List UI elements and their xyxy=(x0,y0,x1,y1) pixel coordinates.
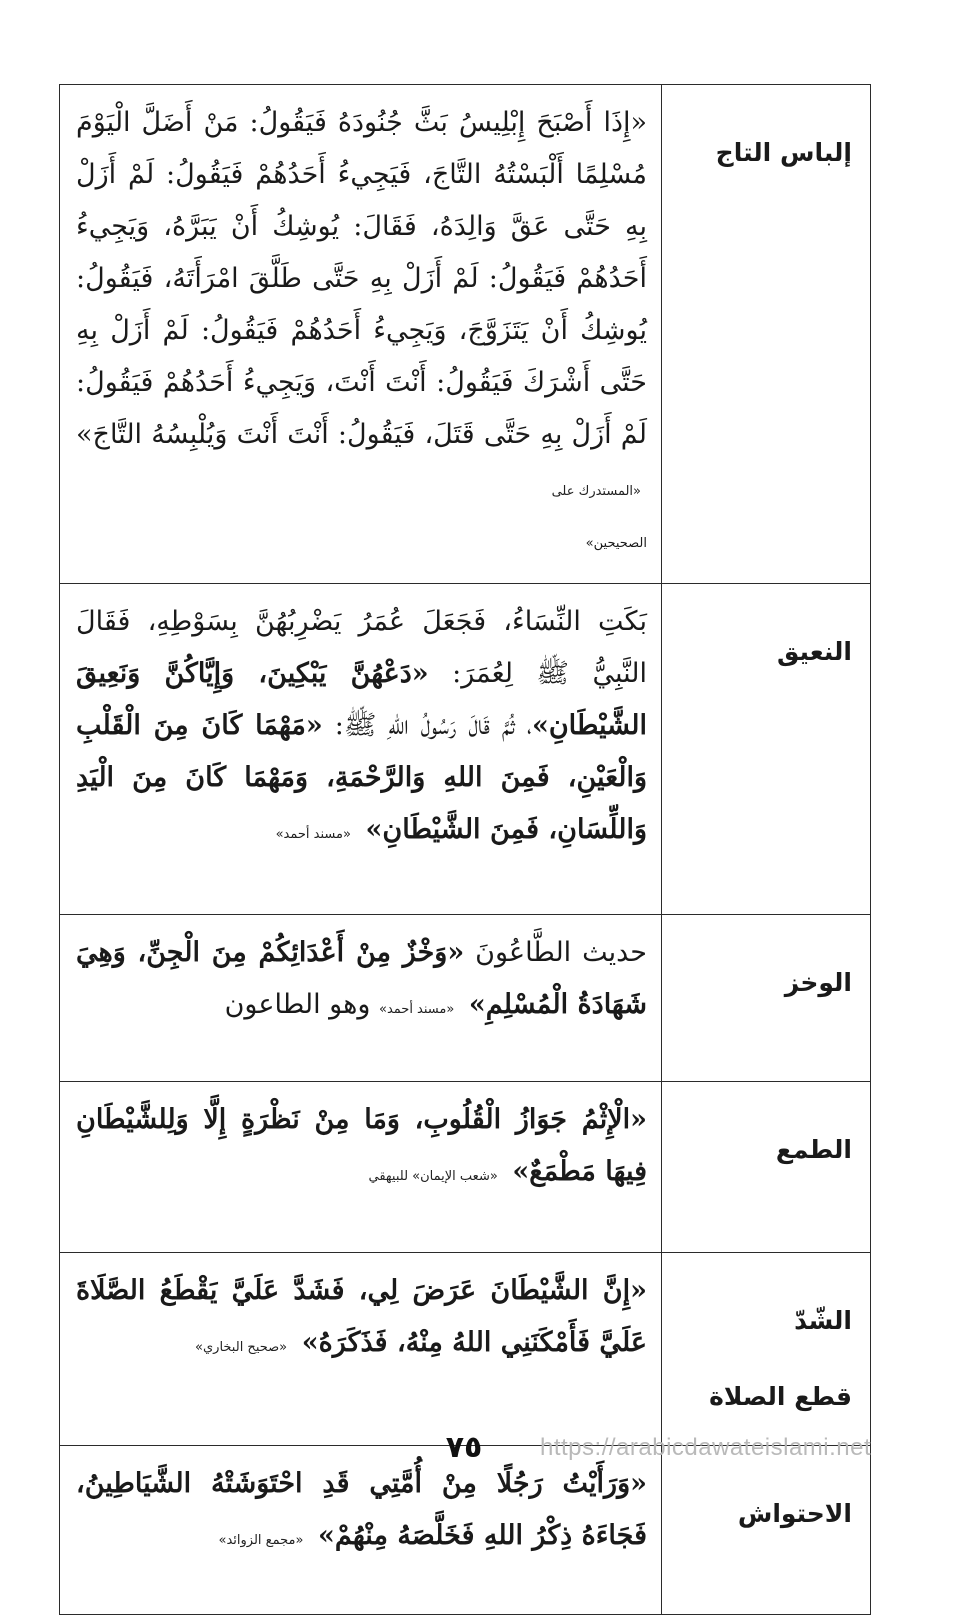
definition-cell xyxy=(60,1446,662,1615)
hadith-text: «وَخْزٌ مِنْ أَعْدَائِكُمْ مِنَ الْجِنِّ، وَهِيَ شَهَادَةُ الْمُسْلِمِ» xyxy=(76,937,647,1020)
table-row xyxy=(60,1446,871,1615)
narration-text: حديث الطَّاعُونَ xyxy=(464,937,648,968)
hadith-text: «وَرَأَيْتُ رَجُلًا مِنْ أُمَّتِي قَدِ احْتَوَشَتْهُ الشَّيَاطِينُ، فَجَاءَهُ ذِكْرُ اللهِ فَخَلَّصَهُ مِنْهُمْ» xyxy=(76,1468,647,1551)
narration-text: ، ثُمَّ قَالَ رَسُولُ اللهِ ﷺ: xyxy=(322,710,532,741)
source-citation: «مجمع الزوائد» xyxy=(218,1533,304,1548)
website-url-watermark: https://arabicdawateislami.net xyxy=(540,1434,872,1461)
source-citation-tail: الصحيحين» xyxy=(585,536,647,551)
hadith-text: «مَهْمَا كَانَ مِنَ الْقَلْبِ وَالْعَيْنِ، فَمِنَ اللهِ وَالرَّحْمَةِ، وَمَهْمَا كَانَ مِنَ الْيَدِ وَاللِّسَانِ، فَمِنَ الشَّيْطَانِ» xyxy=(76,710,647,845)
narration-text: بَكَتِ النِّسَاءُ، فَجَعَلَ عُمَرُ يَضْرِبُهُنَّ بِسَوْطِهِ، فَقَالَ النَّبِيُّ ﷺ لِعُمَرَ: xyxy=(76,606,647,689)
narration-text: وهو الطاعون xyxy=(224,989,379,1020)
term-label: الاحتواش xyxy=(737,1499,852,1528)
table-row xyxy=(60,915,871,1082)
term-cell xyxy=(662,85,871,584)
source-citation: «مسند أحمد» xyxy=(275,827,351,842)
term-cell xyxy=(662,584,871,915)
hadith-text: «إِنَّ الشَّيْطَانَ عَرَضَ لِي، فَشَدَّ عَلَيَّ يَقْطَعُ الصَّلَاةَ عَلَيَّ فَأَمْكَنَنِي اللهُ مِنْهُ، فَذَكَرَهُ» xyxy=(76,1275,647,1358)
term-label: الشّدّ xyxy=(794,1306,852,1335)
hadith-text: «الْإِثْمُ جَوَازُ الْقُلُوبِ، وَمَا مِنْ نَظْرَةٍ إِلَّا وَلِلشَّيْطَانِ فِيهَا مَطْمَعٌ» xyxy=(76,1104,647,1187)
definition-cell xyxy=(60,915,662,1082)
page-number: ٧٥ xyxy=(445,1430,483,1465)
term-label: إلباس التاج xyxy=(715,138,852,167)
term-cell xyxy=(662,1082,871,1253)
source-citation: «مسند أحمد» xyxy=(378,1002,455,1017)
page-footer xyxy=(0,1430,966,1466)
table-row xyxy=(60,584,871,915)
definition-cell xyxy=(60,85,662,584)
table-row xyxy=(60,85,871,584)
table-row xyxy=(60,1253,871,1446)
term-cell xyxy=(662,915,871,1082)
term-cell xyxy=(662,1253,871,1446)
term-label: النعيق xyxy=(776,637,852,666)
hadith-text: «دَعْهُنَّ يَبْكِينَ، وَإِيَّاكُنَّ وَنَعِيقَ الشَّيْطَانِ» xyxy=(76,658,647,741)
hadith-text: «إِذَا أَصْبَحَ إِبْلِيسُ بَثَّ جُنُودَهُ فَيَقُولُ: مَنْ أَضَلَّ الْيَوْمَ مُسْلِمًا أَلْبَسْتُهُ التَّاجَ، فَيَجِيءُ أَحَدُهُمْ فَيَقُولُ: لَمْ أَزَلْ بِهِ حَتَّى عَقَّ وَالِدَهُ، فَقَالَ: يُوشِكُ أَنْ يَبَرَّهُ، وَيَجِيءُ أَحَدُهُمْ فَيَقُولُ: لَمْ أَزَلْ بِهِ حَتَّى طَلَّقَ امْرَأَتَهُ، فَيَقُولُ: يُوشِكُ أَنْ يَتَزَوَّجَ، وَيَجِيءُ أَحَدُهُمْ فَيَقُولُ: لَمْ أَزَلْ بِهِ حَتَّى أَشْرَكَ فَيَقُولُ: أَنْتَ أَنْتَ، وَيَجِيءُ أَحَدُهُمْ فَيَقُولُ: لَمْ أَزَلْ بِهِ حَتَّى قَتَلَ، فَيَقُولُ: أَنْتَ أَنْتَ وَيُلْبِسُهُ التَّاجَ» xyxy=(76,107,647,450)
table-row xyxy=(60,1082,871,1253)
term-cell xyxy=(662,1446,871,1615)
term-label: الوخز xyxy=(784,968,852,997)
term-label-line2: قطع الصلاة xyxy=(709,1382,852,1411)
definition-cell xyxy=(60,1253,662,1446)
definition-cell xyxy=(60,1082,662,1253)
term-label: الطمع xyxy=(775,1135,852,1164)
source-citation: «صحيح البخاري» xyxy=(195,1340,288,1355)
definition-cell xyxy=(60,584,662,915)
source-citation: «المستدرك على xyxy=(551,484,641,499)
glossary-table xyxy=(59,84,871,1615)
source-citation: «شعب الإيمان» للبيهقي xyxy=(368,1169,498,1184)
